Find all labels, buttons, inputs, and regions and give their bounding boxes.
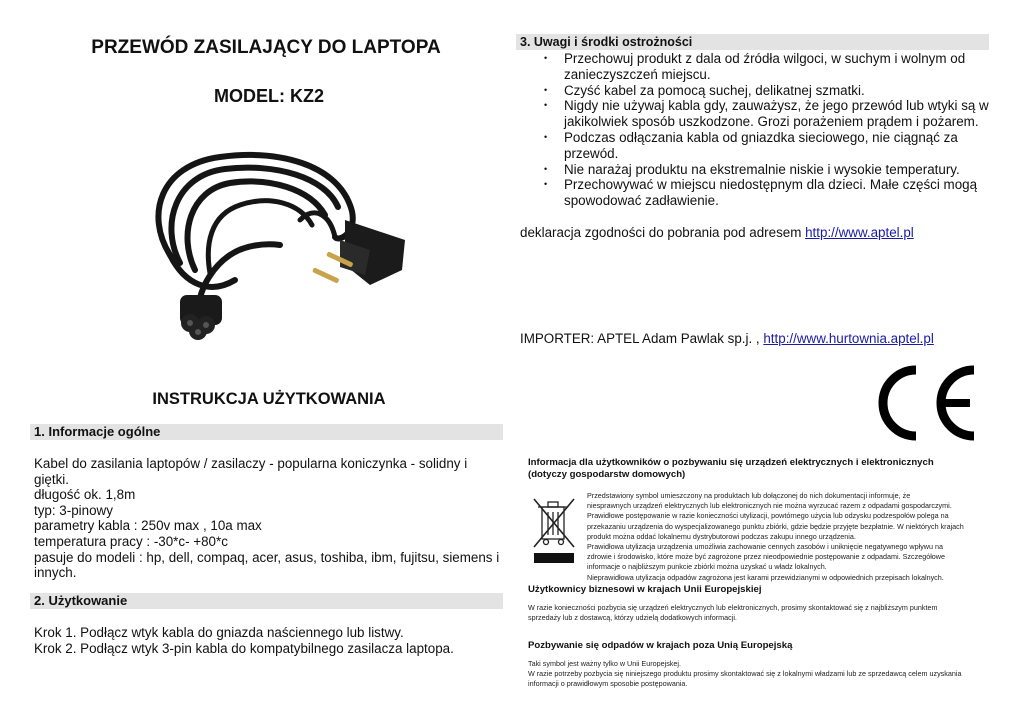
importer-line: [520, 331, 1000, 347]
importer-link[interactable]: http://www.hurtownia.aptel.pl: [763, 331, 934, 346]
general-info-line: długość ok. 1,8m: [34, 487, 136, 503]
importer-text: IMPORTER: APTEL Adam Pawlak sp.j. ,: [520, 331, 764, 346]
weee-heading: Informacja dla użytkowników o pozbywaniu się urządzeń elektrycznych i elektronicznych (dotyczy gospodarstw domowych): [528, 457, 934, 480]
section-2-heading: 2. Użytkowanie: [30, 593, 503, 609]
precautions-list: [520, 51, 995, 209]
general-info-line: innych.: [34, 565, 77, 581]
general-info-line: temperatura pracy : -30*c- +80*c: [34, 533, 228, 549]
precaution-item: • Przechowywać w miejscu niedostępnym dla dzieci. Małe części mogą spowodować zadławienie.: [520, 177, 995, 209]
precaution-item: • Czyść kabel za pomocą suchej, delikatnej szmatki.: [520, 83, 995, 99]
usage-text: [34, 625, 504, 656]
weee-body: Przedstawiony symbol umieszczony na produktach lub dołączonej do nich dokumentacji informuje, że niesprawnych urządzeń elektrycznych lub elektronicznych nie można wyrzucać razem z odpadami gospodarczymi. Prawidłowe postępowanie w razie konieczności utylizacji, powtórnego użycia lub odzysku podzespołów polega na przekazaniu urządzenia do wyspecjalizowanego punktu zbiórki, gdzie będzie przyjęte bezpłatnie. W niektórych krajach produkt można oddać lokalnemu dystrybutorowi podczas zakupu innego urządzenia. Prawidłowa utylizacja urządzenia umożliwia zachowanie cennych zasobów i uniknięcie negatywnego wpływu na zdrowie i środowisko, które może być zagrożone przez nieodpowiednie postępowanie z odpadami. Szczegółowe informacje o najbliższym punkcie zbiórki można uzyskać u władz lokalnych. Nieprawidłowa utylizacja odpadów zagrożona jest karami przewidzianymi w odpowiednich przepisach lokalnych.: [587, 491, 964, 582]
general-info-line: parametry kabla : 250v max , 10a max: [34, 518, 262, 534]
precaution-item: • Nie narażaj produktu na ekstremalnie niskie i wysokie temperatury.: [520, 162, 995, 178]
section-3-heading: 3. Uwagi i środki ostrożności: [516, 34, 989, 50]
outside-eu-heading: Pozbywanie się odpadów w krajach poza Unią Europejską: [528, 640, 793, 651]
precaution-item: • Nigdy nie używaj kabla gdy, zauważysz, że jego przewód lub wtyki są w jakikolwiek sposób uszkodzone. Grozi porażeniem prądem i pożarem.: [520, 98, 995, 130]
model-label: MODEL: KZ2: [214, 86, 324, 106]
precaution-item: • Przechowuj produkt z dala od źródła wilgoci, w suchym i wolnym od zanieczyszczeń miejscu.: [520, 51, 995, 83]
general-info-line: Kabel do zasilania laptopów / zasilaczy - popularna koniczynka - solidny i: [34, 456, 468, 471]
manual-title: INSTRUKCJA UŻYTKOWANIA: [152, 390, 386, 408]
general-info-text: [34, 456, 504, 581]
outside-eu-body: Taki symbol jest ważny tylko w Unii Europejskej. W razie potrzeby pozbycia się niniejszego produktu prosimy skontaktować się z lokalnymi władzami lub ze sprzedawcą celem uzyskania informacji o prawidłowym sposobie postępowania.: [528, 659, 962, 689]
declaration-text: deklaracja zgodności do pobrania pod adresem: [520, 225, 806, 240]
general-info-line: typ: 3-pinowy: [34, 502, 113, 518]
declaration-link[interactable]: http://www.aptel.pl: [805, 225, 914, 240]
usage-step: Krok 1. Podłącz wtyk kabla do gniazda naściennego lub listwy.: [34, 625, 404, 640]
general-info-line: giętki.: [34, 471, 69, 487]
section-1-heading: 1. Informacje ogólne: [30, 424, 503, 440]
usage-step: Krok 2. Podłącz wtyk 3-pin kabla do kompatybilnego zasilacza laptopa.: [34, 640, 454, 656]
crossed-out-bin-icon: [528, 493, 580, 567]
business-users-heading: Użytkownicy biznesowi w krajach Unii Europejskiej: [528, 584, 762, 595]
declaration-line: [520, 225, 1000, 241]
general-info-line: pasuje do modeli : hp, dell, compaq, acer, asus, toshiba, ibm, fujitsu, siemens i: [34, 549, 500, 565]
ce-mark: [870, 362, 982, 444]
power-cable-photo: [140, 145, 420, 340]
precaution-item: • Podczas odłączania kabla od gniazdka sieciowego, nie ciągnąć za przewód.: [520, 130, 995, 162]
business-users-body: W razie konieczności pozbycia się urządzeń elektrycznych lub elektronicznych, prosimy skontaktować się z najbliższym punktem sprzedaży lub z dostawcą, którzy udzielą dodatkowych informacji.: [528, 603, 938, 623]
page-title: PRZEWÓD ZASILAJĄCY DO LAPTOPA: [91, 37, 441, 58]
